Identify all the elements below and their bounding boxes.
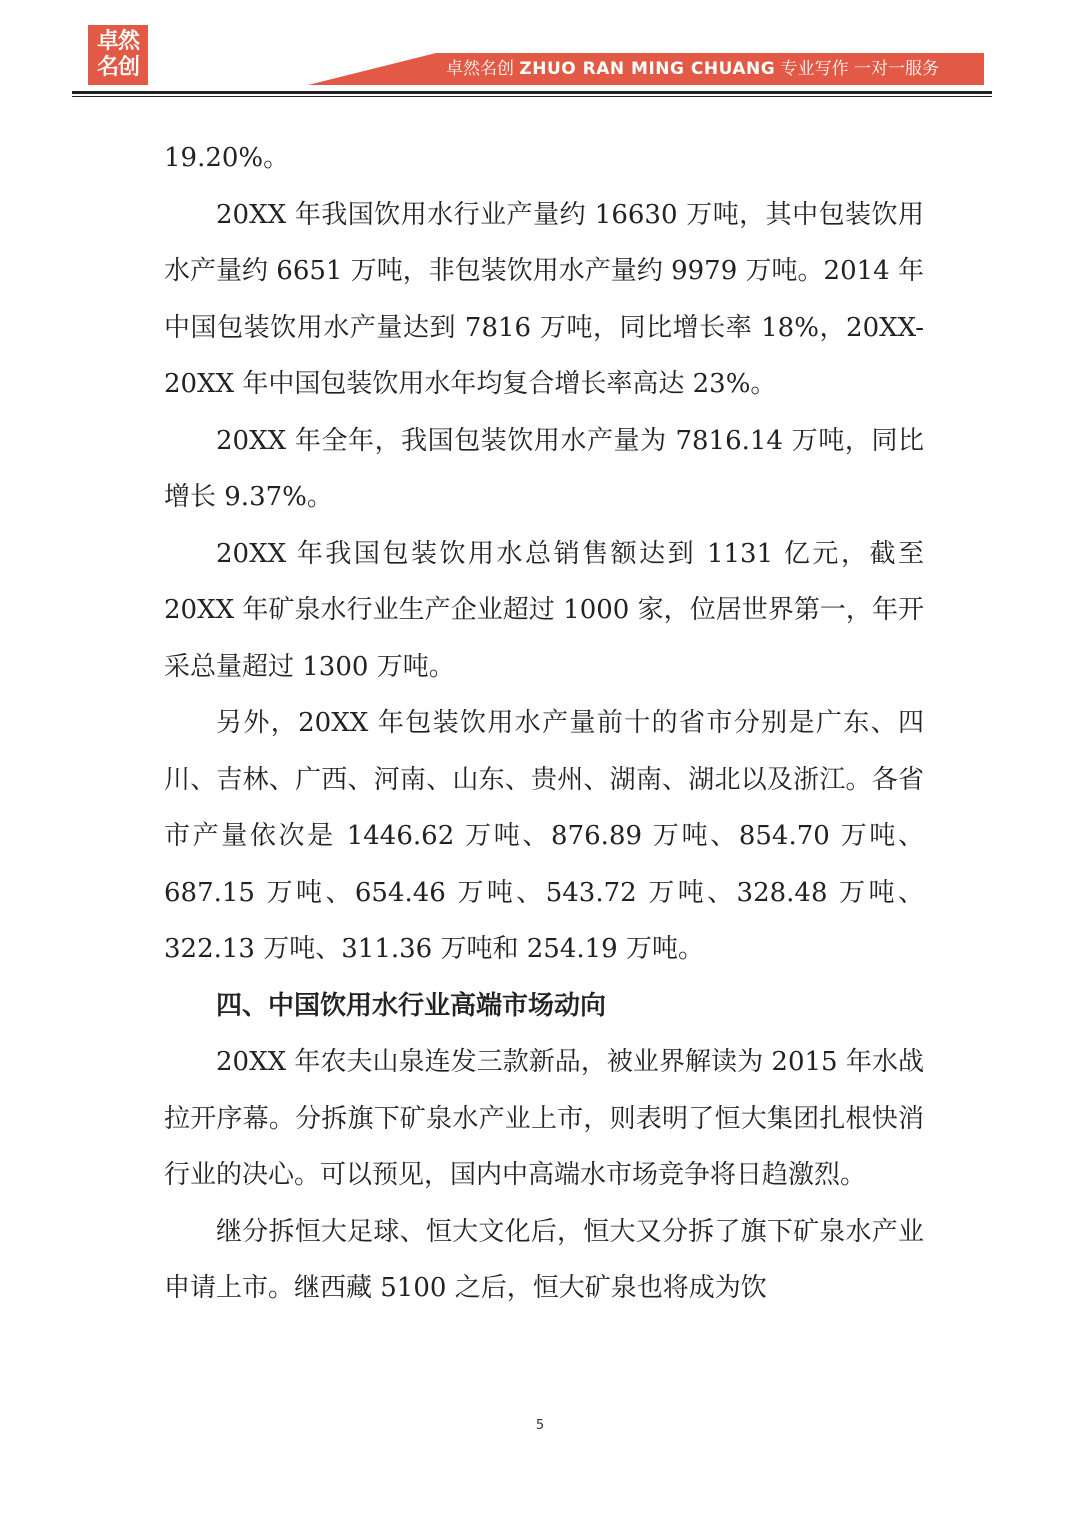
header-rule-thick [72, 91, 992, 94]
banner-slogan: 专业写作 一对一服务 [780, 59, 940, 79]
paragraph: 20XX 年我国包装饮用水总销售额达到 1131 亿元，截至 20XX 年矿泉水行业生产企业超过 1000 家，位居世界第一，年开采总量超过 1300 万吨。 [164, 538, 924, 682]
paragraph: 20XX 年我国饮用水行业产量约 16630 万吨，其中包装饮用水产量约 6651 万吨，非包装饮用水产量约 9979 万吨。2014 年中国包装饮用水产量达到 7816 万吨，同比增长率 18%，20XX-20XX 年中国包装饮用水年均复合增长率高达 23%。 [164, 199, 924, 399]
paragraph: 20XX 年全年，我国包装饮用水产量为 7816.14 万吨，同比增长 9.37%。 [164, 425, 924, 512]
page-number: 5 [535, 1418, 545, 1433]
paragraph: 另外，20XX 年包装饮用水产量前十的省市分别是广东、四川、吉林、广西、河南、山东、贵州、湖南、湖北以及浙江。各省市产量依次是 1446.62 万吨、876.89 万吨、854.70 万吨、687.15 万吨、654.46 万吨、543.72 万吨、328.48 万吨、322.13 万吨、311.36 万吨和 254.19 万吨。 [164, 708, 924, 964]
document-body [164, 130, 924, 1317]
paragraph: 20XX 年农夫山泉连发三款新品，被业界解读为 2015 年水战拉开序幕。分拆旗下矿泉水产业上市，则表明了恒大集团扎根快消行业的决心。可以预见，国内中高端水市场竞争将日趋激烈。 [164, 1047, 924, 1190]
banner-en-name: ZHUO RAN MING CHUANG [519, 59, 776, 79]
header-rule-thin [72, 96, 992, 97]
paragraph: 继分拆恒大足球、恒大文化后，恒大又分拆了旗下矿泉水产业申请上市。继西藏 5100 之后，恒大矿泉也将成为饮 [164, 1216, 924, 1303]
banner-cn-name: 卓然名创 [446, 59, 514, 79]
section-heading: 四、中国饮用水行业高端市场动向 [216, 990, 607, 1021]
banner-wedge [308, 53, 436, 85]
header-banner [436, 53, 984, 85]
company-logo [88, 25, 148, 85]
logo-text: 卓然名创 [96, 29, 139, 80]
paragraph: 19.20%。 [164, 143, 290, 173]
